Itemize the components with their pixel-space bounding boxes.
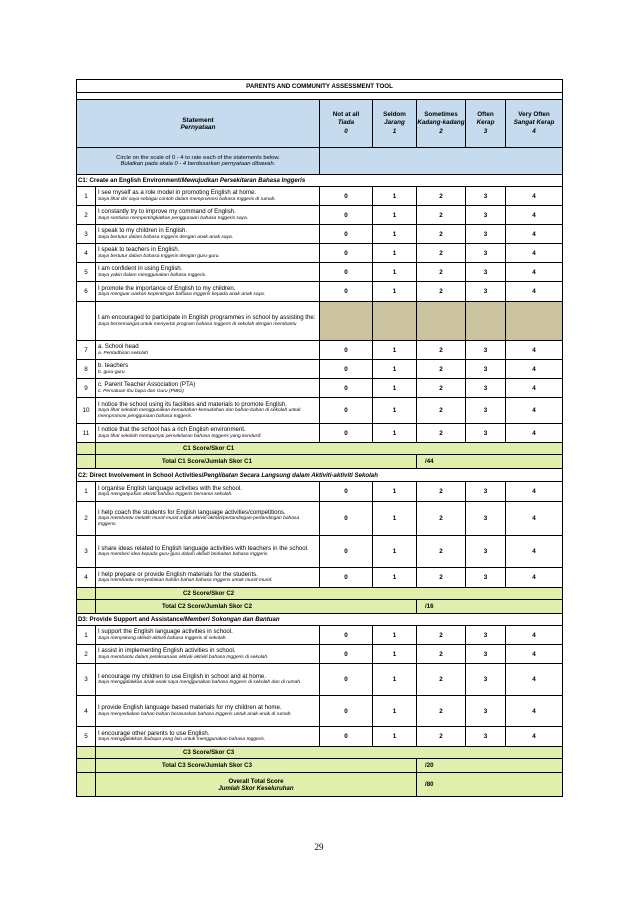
statement-header-ms: Pernyataan — [180, 123, 216, 131]
item-number: 1 — [77, 482, 96, 502]
overall-label-ms: Jumlah Skor Keseluruhan — [218, 784, 294, 792]
statement-en: I promote the importance of English to my children. — [98, 284, 236, 292]
shaded-cell — [320, 302, 373, 341]
scale-header-2 — [417, 100, 466, 148]
score-row-d3 — [77, 747, 563, 759]
rating-option-2[interactable]: 2 — [417, 379, 466, 398]
rating-option-3[interactable]: 3 — [466, 424, 506, 443]
scale-header-3 — [466, 100, 506, 148]
total-label-d3: Total C3 Score/Jumlah Skor C3 — [96, 759, 417, 773]
rating-option-2[interactable]: 2 — [417, 696, 466, 727]
total-blank — [77, 455, 96, 469]
section-title-c2 — [77, 469, 563, 482]
rating-option-4[interactable]: 4 — [506, 263, 563, 282]
rating-option-3[interactable]: 3 — [466, 379, 506, 398]
statement-en: I speak to teachers in English. — [98, 246, 180, 254]
table-row — [77, 225, 563, 244]
table-row — [77, 645, 563, 664]
rating-option-0[interactable]: 0 — [320, 502, 373, 536]
total-row-d3 — [77, 759, 563, 773]
assessment-sheet — [76, 79, 562, 797]
rating-option-0[interactable]: 0 — [320, 536, 373, 568]
shaded-cell — [466, 302, 506, 341]
statement-en: I constantly try to improve my command of English. — [98, 208, 236, 216]
statement-ms: Saya lihat sekolah menggunakan kemudahan-kemudahan dan bahan-bahan di sekolah untuk mempromosi penggunaan bahasa Inggeris. — [98, 408, 301, 420]
item-statement — [96, 379, 320, 398]
rating-option-4[interactable]: 4 — [506, 568, 563, 588]
table-row — [77, 664, 563, 696]
rating-option-1[interactable]: 1 — [373, 341, 417, 360]
statement-ms: Saya menguar-uarkan kepentingan bahasa Inggeris kepada anak-anak saya. — [98, 292, 266, 298]
rating-option-0[interactable]: 0 — [320, 206, 373, 225]
rating-option-3[interactable]: 3 — [466, 482, 506, 502]
item-number: 4 — [77, 696, 96, 727]
statement-ms: Saya lihat sekolah mempunyai persekitaran bahasa Inggeris yang kondusif. — [98, 433, 262, 439]
item-statement — [96, 502, 320, 536]
rating-option-1[interactable]: 1 — [373, 225, 417, 244]
scale-val: 2 — [439, 127, 443, 135]
item-statement — [96, 244, 320, 263]
rating-option-4[interactable]: 4 — [506, 379, 563, 398]
score-row-c1 — [77, 443, 563, 455]
item-statement — [96, 482, 320, 502]
item-statement — [96, 206, 320, 225]
rating-option-4[interactable]: 4 — [506, 536, 563, 568]
scale-en: Sometimes — [424, 111, 458, 119]
item-statement — [96, 626, 320, 645]
rating-option-4[interactable]: 4 — [506, 482, 563, 502]
rating-option-1[interactable]: 1 — [373, 424, 417, 443]
item-statement — [96, 696, 320, 727]
statement-en: I organise English language activities with the school. — [98, 484, 242, 492]
table-row — [77, 244, 563, 263]
statement-ms: Saya menganjurkan aktiviti bahasa Inggeris bersama sekolah. — [98, 492, 233, 498]
statement-en: I speak to my children in English. — [98, 227, 188, 235]
statement-ms: Saya menggalakkan ibubapa yang lain untuk menggunakan bahasa Inggeris. — [98, 737, 266, 743]
rating-option-0[interactable]: 0 — [320, 482, 373, 502]
section-row-c2 — [77, 469, 563, 482]
statement-en: I notice that the school has a rich English environment. — [98, 426, 246, 434]
rating-option-2[interactable]: 2 — [417, 568, 466, 588]
statement-en: b. teachers — [98, 362, 129, 370]
rating-option-0[interactable]: 0 — [320, 398, 373, 424]
item-number: 8 — [77, 360, 96, 379]
rating-option-1[interactable]: 1 — [373, 482, 417, 502]
rating-option-0[interactable]: 0 — [320, 379, 373, 398]
rating-option-2[interactable]: 2 — [417, 502, 466, 536]
rating-option-3[interactable]: 3 — [466, 206, 506, 225]
item-number: 4 — [77, 568, 96, 588]
statement-ms: Saya membantu menyediakan bahan-bahan bahasa Inggeris untuk murid-murid. — [98, 578, 273, 584]
rating-option-2[interactable]: 2 — [417, 225, 466, 244]
table-row — [77, 263, 563, 282]
rating-option-4[interactable]: 4 — [506, 225, 563, 244]
item-statement — [96, 568, 320, 588]
rating-option-3[interactable]: 3 — [466, 568, 506, 588]
rating-option-2[interactable]: 2 — [417, 282, 466, 302]
rating-option-1[interactable]: 1 — [373, 626, 417, 645]
table-row — [77, 379, 563, 398]
item-number: 5 — [77, 263, 96, 282]
statement-en: I am encouraged to participate in English programmes in school by assisting the: — [98, 314, 316, 322]
rating-option-4[interactable]: 4 — [506, 645, 563, 664]
table-row — [77, 282, 563, 302]
rating-option-4[interactable]: 4 — [506, 244, 563, 263]
rating-option-0[interactable]: 0 — [320, 244, 373, 263]
rating-option-2[interactable]: 2 — [417, 187, 466, 206]
table-row — [77, 626, 563, 645]
score-blank — [77, 588, 96, 600]
rating-option-2[interactable]: 2 — [417, 341, 466, 360]
item-number: 3 — [77, 536, 96, 568]
total-blank — [77, 759, 96, 773]
scale-en: Very Often — [518, 111, 550, 119]
statement-en: I help prepare or provide English materials for the students. — [98, 570, 258, 578]
rating-option-2[interactable]: 2 — [417, 424, 466, 443]
rating-option-2[interactable]: 2 — [417, 206, 466, 225]
rating-option-0[interactable]: 0 — [320, 282, 373, 302]
rating-option-1[interactable]: 1 — [373, 244, 417, 263]
scale-val: 0 — [344, 127, 348, 135]
assessment-table — [76, 79, 563, 797]
total-value-c1[interactable]: /44 — [417, 455, 563, 469]
item-number: 5 — [77, 727, 96, 747]
rating-option-1[interactable]: 1 — [373, 502, 417, 536]
statement-en: a. School head — [98, 343, 139, 351]
rating-option-3[interactable]: 3 — [466, 398, 506, 424]
rating-option-4[interactable]: 4 — [506, 664, 563, 696]
item-number: 2 — [77, 645, 96, 664]
overall-value[interactable]: /80 — [417, 773, 563, 797]
rating-option-1[interactable]: 1 — [373, 727, 417, 747]
scale-ms: Kadang-kadang — [417, 119, 465, 127]
rating-option-3[interactable]: 3 — [466, 263, 506, 282]
total-label-c1: Total C1 Score/Jumlah Skor C1 — [96, 455, 417, 469]
statement-ms: Saya bertutur dalam bahasa Inggeris dengan guru-guru. — [98, 253, 220, 259]
statement-en: c. Parent Teacher Association (PTA) — [98, 381, 196, 389]
statement-ms: Saya bertutur dalam bahasa Inggeris dengan anak-anak saya. — [98, 234, 234, 240]
rating-option-4[interactable]: 4 — [506, 626, 563, 645]
item-statement — [96, 341, 320, 360]
total-row-c1 — [77, 455, 563, 469]
rating-option-0[interactable]: 0 — [320, 225, 373, 244]
rating-option-2[interactable]: 2 — [417, 536, 466, 568]
score-label-c1: C1 Score/Skor C1 — [96, 443, 563, 455]
scale-val: 1 — [392, 127, 397, 135]
statement-ms: c. Persatuan Ibu bapa dan Guru (PIBG) — [98, 388, 184, 394]
table-row — [77, 482, 563, 502]
score-row-c2 — [77, 588, 563, 600]
rating-option-0[interactable]: 0 — [320, 727, 373, 747]
section-title-c1 — [77, 175, 563, 187]
item-statement — [96, 282, 320, 302]
rating-option-1[interactable]: 1 — [373, 398, 417, 424]
statement-ms: a. Pentadbiran sekolah — [98, 350, 149, 356]
instructions — [77, 148, 320, 175]
page-number: 29 — [314, 842, 324, 852]
section-title-ms: Penglibatan Secara Langsung dalam Aktiviti-aktiviti Sekolah — [203, 471, 378, 479]
rating-option-0[interactable]: 0 — [320, 263, 373, 282]
shaded-cell — [417, 302, 466, 341]
scale-header-4 — [506, 100, 563, 148]
scale-val: 3 — [483, 127, 488, 135]
item-number: 1 — [77, 626, 96, 645]
item-number: 2 — [77, 502, 96, 536]
rating-option-2[interactable]: 2 — [417, 263, 466, 282]
statement-ms: Saya bersemangat untuk menyertai program bahasa Inggeris di sekolah dengan membantu — [98, 321, 297, 327]
item-number: 11 — [77, 424, 96, 443]
rating-option-3[interactable]: 3 — [466, 626, 506, 645]
total-row-c2 — [77, 600, 563, 614]
section-title-ms: Memberi Sokongan dan Bantuan — [184, 616, 280, 623]
scale-en: Often — [477, 111, 494, 119]
scale-en: Not at all — [332, 111, 360, 119]
rating-option-2[interactable]: 2 — [417, 645, 466, 664]
total-blank — [77, 600, 96, 614]
statement-ms: b. guru-guru — [98, 369, 125, 375]
rating-option-3[interactable]: 3 — [466, 727, 506, 747]
statement-ms: Saya lihat diri saya sebagai contoh dalam mempromosi bahasa Inggeris di rumah. — [98, 196, 276, 202]
item-statement — [96, 424, 320, 443]
shaded-cell — [373, 302, 417, 341]
item-statement — [96, 225, 320, 244]
section-row-d3 — [77, 614, 563, 626]
scale-ms: Tiada — [337, 119, 355, 127]
item-number: 6 — [77, 282, 96, 302]
statement-en: I support the English language activities in school. — [98, 628, 233, 636]
spacer-row — [77, 93, 563, 100]
score-blank — [77, 747, 96, 759]
rating-option-4[interactable]: 4 — [506, 696, 563, 727]
statement-en: I see myself as a role model in promoting English at home. — [98, 189, 257, 197]
rating-option-3[interactable]: 3 — [466, 360, 506, 379]
rating-option-1[interactable]: 1 — [373, 568, 417, 588]
rating-option-2[interactable]: 2 — [417, 664, 466, 696]
item-statement — [96, 536, 320, 568]
statement-en: I encourage my children to use English in school and at home. — [98, 672, 267, 680]
rating-option-4[interactable]: 4 — [506, 424, 563, 443]
item-number: 3 — [77, 225, 96, 244]
statement-ms: Saya menyokong aktiviti-aktiviti bahasa Inggeris di sekolah. — [98, 635, 227, 641]
item-number: 2 — [77, 206, 96, 225]
rating-option-4[interactable]: 4 — [506, 398, 563, 424]
item7-intro-row — [77, 302, 563, 341]
table-row — [77, 502, 563, 536]
table-row — [77, 360, 563, 379]
scale-en: Seldom — [383, 111, 406, 119]
rating-option-4[interactable]: 4 — [506, 341, 563, 360]
statement-ms: Saya menyediakan bahan-bahan berasaskan bahasa Inggeris untuk anak-anak di rumah. — [98, 711, 292, 717]
item7-intro — [96, 302, 320, 341]
rating-option-1[interactable]: 1 — [373, 187, 417, 206]
statement-en: I provide English language based materials for my children at home. — [98, 704, 282, 712]
instructions-ms: Bulatkan pada skala 0 - 4 berdasarkan pernyataan dibawah. — [120, 161, 276, 167]
rating-option-3[interactable]: 3 — [466, 664, 506, 696]
rating-option-0[interactable]: 0 — [320, 360, 373, 379]
score-blank — [77, 443, 96, 455]
overall-row — [77, 773, 563, 797]
overall-label-en: Overall Total Score — [228, 777, 284, 785]
statement-header — [77, 100, 320, 148]
rating-option-2[interactable]: 2 — [417, 244, 466, 263]
rating-option-4[interactable]: 4 — [506, 360, 563, 379]
rating-option-2[interactable]: 2 — [417, 398, 466, 424]
rating-option-3[interactable]: 3 — [466, 645, 506, 664]
rating-option-1[interactable]: 1 — [373, 645, 417, 664]
item-statement — [96, 187, 320, 206]
table-row — [77, 398, 563, 424]
statement-ms: Saya membantu melatih murid-murid untuk aktiviti-aktiviti/pertandingan-pertandingan bahasa Inggeris. — [98, 516, 300, 528]
rating-option-4[interactable]: 4 — [506, 282, 563, 302]
statement-ms: Saya memberi idea kepada guru-guru dalam aktiviti berkaitan bahasa Inggeris. — [98, 552, 269, 558]
statement-ms: Saya yakin dalam menggunakan bahasa Inggeris. — [98, 272, 207, 278]
instructions-en: Circle on the scale of 0 - 4 to rate each of the statements below. — [116, 155, 280, 161]
table-row — [77, 341, 563, 360]
rating-option-3[interactable]: 3 — [466, 187, 506, 206]
statement-en: I assist in implementing English activities in school. — [98, 647, 236, 655]
table-row — [77, 568, 563, 588]
rating-option-1[interactable]: 1 — [373, 263, 417, 282]
rating-option-0[interactable]: 0 — [320, 645, 373, 664]
item-number: 4 — [77, 244, 96, 263]
rating-option-4[interactable]: 4 — [506, 727, 563, 747]
section-row-c1 — [77, 175, 563, 187]
statement-en: I encourage other parents to use English. — [98, 729, 210, 737]
rating-option-1[interactable]: 1 — [373, 696, 417, 727]
statement-header-en: Statement — [182, 116, 214, 124]
rating-option-2[interactable]: 2 — [417, 626, 466, 645]
rating-option-2[interactable]: 2 — [417, 727, 466, 747]
item7-intro-blank — [77, 302, 96, 341]
rating-option-0[interactable]: 0 — [320, 696, 373, 727]
rating-option-1[interactable]: 1 — [373, 536, 417, 568]
instructions-blank — [320, 148, 563, 175]
score-label-c2: C2 Score/Skor C2 — [96, 588, 563, 600]
scale-header-1 — [373, 100, 417, 148]
section-title-en: C2: Direct Involvement in School Activities/ — [78, 471, 204, 479]
rating-option-3[interactable]: 3 — [466, 536, 506, 568]
rating-option-0[interactable]: 0 — [320, 664, 373, 696]
item-statement — [96, 360, 320, 379]
score-label-d3: C3 Score/Skor C3 — [96, 747, 563, 759]
overall-label — [96, 773, 417, 797]
total-value-c2[interactable]: /16 — [417, 600, 563, 614]
statement-ms: Saya sentiasa mempertingkatkan penggunaan bahasa Inggeris saya. — [98, 215, 249, 221]
table-row — [77, 424, 563, 443]
rating-option-3[interactable]: 3 — [466, 244, 506, 263]
scale-ms: Jarang — [384, 119, 405, 127]
item-statement — [96, 664, 320, 696]
statement-en: I am confident in using English. — [98, 265, 183, 273]
page-title: PARENTS AND COMMUNITY ASSESSMENT TOOL — [77, 80, 563, 93]
rating-option-1[interactable]: 1 — [373, 360, 417, 379]
table-row — [77, 727, 563, 747]
item-number: 3 — [77, 664, 96, 696]
rating-option-1[interactable]: 1 — [373, 206, 417, 225]
rating-option-4[interactable]: 4 — [506, 502, 563, 536]
section-title-d3 — [77, 614, 563, 626]
rating-option-1[interactable]: 1 — [373, 282, 417, 302]
scale-header-0 — [320, 100, 373, 148]
table-row — [77, 696, 563, 727]
rating-option-3[interactable]: 3 — [466, 696, 506, 727]
statement-en: I share ideas related to English language activities with teachers in the school. — [98, 544, 309, 552]
rating-option-1[interactable]: 1 — [373, 379, 417, 398]
rating-option-2[interactable]: 2 — [417, 482, 466, 502]
statement-en: I help coach the students for English language activities/competitions. — [98, 508, 286, 516]
rating-option-3[interactable]: 3 — [466, 502, 506, 536]
overall-blank — [77, 773, 96, 797]
statement-ms: Saya membantu dalam pelaksanaan aktiviti-aktiviti bahasa Inggeris di sekolah. — [98, 654, 269, 660]
rating-option-0[interactable]: 0 — [320, 187, 373, 206]
total-label-c2: Total C2 Score/Jumlah Skor C2 — [96, 600, 417, 614]
item-number: 7 — [77, 341, 96, 360]
rating-option-3[interactable]: 3 — [466, 282, 506, 302]
item-statement — [96, 398, 320, 424]
section-title-ms: Mewujudkan Persekitaran Bahasa Inggeris — [181, 177, 306, 184]
rating-option-0[interactable]: 0 — [320, 568, 373, 588]
item-number: 10 — [77, 398, 96, 424]
item-statement — [96, 645, 320, 664]
scale-ms: Kerap — [476, 119, 495, 127]
rating-option-2[interactable]: 2 — [417, 360, 466, 379]
rating-option-0[interactable]: 0 — [320, 341, 373, 360]
scale-val: 4 — [532, 127, 536, 135]
item-number: 9 — [77, 379, 96, 398]
item-statement — [96, 263, 320, 282]
item-number: 1 — [77, 187, 96, 206]
total-value-d3[interactable]: /20 — [417, 759, 563, 773]
shaded-cell — [506, 302, 563, 341]
rating-option-0[interactable]: 0 — [320, 626, 373, 645]
table-row — [77, 187, 563, 206]
statement-en: I notice the school using its facilities and materials to promote English. — [98, 400, 288, 408]
rating-option-3[interactable]: 3 — [466, 225, 506, 244]
rating-option-3[interactable]: 3 — [466, 341, 506, 360]
rating-option-4[interactable]: 4 — [506, 187, 563, 206]
table-row — [77, 536, 563, 568]
section-title-en: D3: Provide Support and Assistance/ — [78, 616, 185, 623]
statement-ms: Saya menggalakkan anak-anak saya menggunakan bahasa Inggeris di sekolah dan di rumah. — [98, 680, 302, 686]
rating-option-4[interactable]: 4 — [506, 206, 563, 225]
item-statement — [96, 727, 320, 747]
section-title-en: C1: Create an English Environment/ — [78, 177, 182, 184]
rating-option-0[interactable]: 0 — [320, 424, 373, 443]
scale-ms: Sangat Kerap — [513, 119, 555, 127]
table-row — [77, 206, 563, 225]
rating-option-1[interactable]: 1 — [373, 664, 417, 696]
